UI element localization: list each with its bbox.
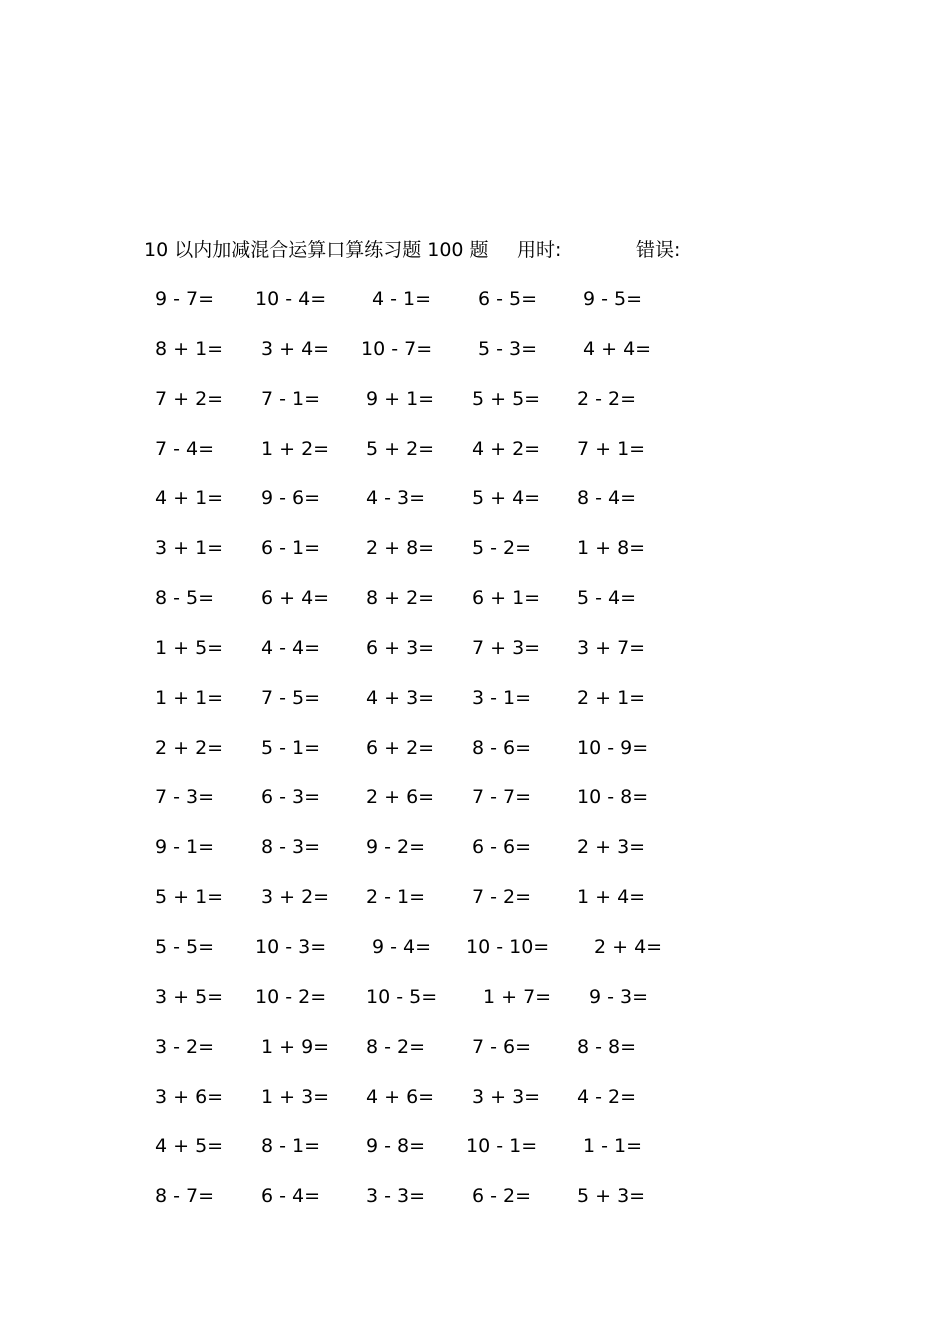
problem-row bbox=[0, 534, 950, 584]
problem-item: 6 + 4= bbox=[261, 587, 330, 610]
problem-item: 7 - 3= bbox=[155, 786, 215, 809]
problem-item: 9 - 6= bbox=[261, 487, 321, 510]
problem-item: 4 + 4= bbox=[583, 337, 652, 360]
problem-item: 5 + 2= bbox=[366, 437, 435, 460]
problem-item: 6 - 3= bbox=[261, 786, 321, 809]
problem-item: 1 + 4= bbox=[577, 886, 646, 909]
problem-item: 1 - 1= bbox=[583, 1135, 643, 1158]
problem-row bbox=[0, 385, 950, 435]
problem-row bbox=[0, 783, 950, 833]
problem-item: 1 + 8= bbox=[577, 537, 646, 560]
worksheet-title: 10 以内加减混合运算口算练习题 100 题 bbox=[144, 239, 489, 261]
problem-row bbox=[0, 1182, 950, 1232]
problem-row bbox=[0, 1132, 950, 1182]
problem-item: 2 + 6= bbox=[366, 786, 435, 809]
problem-item: 4 - 3= bbox=[366, 487, 426, 510]
problem-item: 8 - 1= bbox=[261, 1135, 321, 1158]
problem-item: 6 + 3= bbox=[366, 636, 435, 659]
problem-item: 8 - 2= bbox=[366, 1035, 426, 1058]
error-label: 错误: bbox=[636, 239, 681, 261]
problem-item: 3 + 4= bbox=[261, 337, 330, 360]
problem-item: 4 - 2= bbox=[577, 1085, 637, 1108]
problem-item: 4 - 1= bbox=[372, 288, 432, 310]
problem-item: 8 - 3= bbox=[261, 836, 321, 859]
problem-item: 8 - 4= bbox=[577, 487, 637, 510]
problem-item: 1 + 7= bbox=[483, 985, 552, 1008]
problem-item: 8 - 6= bbox=[472, 736, 532, 759]
problem-item: 3 + 2= bbox=[261, 886, 330, 909]
problem-item: 1 + 1= bbox=[155, 686, 224, 709]
problem-row bbox=[0, 1033, 950, 1083]
problem-item: 8 - 5= bbox=[155, 587, 215, 610]
problem-row bbox=[0, 634, 950, 684]
problem-item: 8 + 1= bbox=[155, 337, 224, 360]
problem-item: 1 + 3= bbox=[261, 1085, 330, 1108]
problem-item: 6 + 2= bbox=[366, 736, 435, 759]
problem-item: 3 + 5= bbox=[155, 985, 224, 1008]
problem-item: 1 + 5= bbox=[155, 636, 224, 659]
problem-item: 9 - 5= bbox=[583, 288, 643, 310]
problem-item: 5 - 4= bbox=[577, 587, 637, 610]
problem-item: 10 - 7= bbox=[361, 337, 433, 360]
problem-item: 6 - 1= bbox=[261, 537, 321, 560]
problem-item: 7 - 1= bbox=[261, 387, 321, 410]
worksheet-header bbox=[144, 236, 744, 264]
problem-item: 10 - 5= bbox=[366, 985, 438, 1008]
problem-item: 6 - 5= bbox=[478, 288, 538, 310]
problem-row bbox=[0, 285, 950, 335]
problem-item: 4 + 1= bbox=[155, 487, 224, 510]
problem-item: 2 + 3= bbox=[577, 836, 646, 859]
problem-item: 7 - 6= bbox=[472, 1035, 532, 1058]
problem-item: 5 + 1= bbox=[155, 886, 224, 909]
problem-item: 7 - 5= bbox=[261, 686, 321, 709]
problem-item: 2 + 4= bbox=[594, 935, 663, 958]
problem-item: 4 + 3= bbox=[366, 686, 435, 709]
problem-item: 3 - 2= bbox=[155, 1035, 215, 1058]
problem-item: 3 + 6= bbox=[155, 1085, 224, 1108]
problem-item: 6 - 4= bbox=[261, 1185, 321, 1208]
problem-item: 10 - 1= bbox=[466, 1135, 538, 1158]
problem-item: 9 - 4= bbox=[372, 935, 432, 958]
problem-item: 9 - 2= bbox=[366, 836, 426, 859]
problem-item: 5 + 5= bbox=[472, 387, 541, 410]
problem-item: 3 + 1= bbox=[155, 537, 224, 560]
problem-item: 5 + 3= bbox=[577, 1185, 646, 1208]
problem-row bbox=[0, 335, 950, 385]
problem-item: 1 + 2= bbox=[261, 437, 330, 460]
problem-item: 2 + 8= bbox=[366, 537, 435, 560]
problem-item: 8 - 8= bbox=[577, 1035, 637, 1058]
problem-item: 5 - 1= bbox=[261, 736, 321, 759]
problem-item: 9 - 1= bbox=[155, 836, 215, 859]
problem-item: 9 + 1= bbox=[366, 387, 435, 410]
problem-item: 7 + 3= bbox=[472, 636, 541, 659]
problem-item: 10 - 8= bbox=[577, 786, 649, 809]
problem-item: 7 - 7= bbox=[472, 786, 532, 809]
problem-row bbox=[0, 1083, 950, 1133]
problem-item: 10 - 9= bbox=[577, 736, 649, 759]
problem-item: 1 + 9= bbox=[261, 1035, 330, 1058]
problem-item: 10 - 10= bbox=[466, 935, 550, 958]
problem-row bbox=[0, 833, 950, 883]
problem-item: 10 - 4= bbox=[255, 288, 327, 310]
problem-row bbox=[0, 684, 950, 734]
problem-row bbox=[0, 584, 950, 634]
problem-item: 5 - 2= bbox=[472, 537, 532, 560]
problem-item: 2 + 2= bbox=[155, 736, 224, 759]
problem-row bbox=[0, 883, 950, 933]
problem-item: 3 + 7= bbox=[577, 636, 646, 659]
problem-grid bbox=[0, 285, 950, 1232]
problem-row bbox=[0, 734, 950, 784]
problem-item: 6 - 6= bbox=[472, 836, 532, 859]
problem-item: 6 - 2= bbox=[472, 1185, 532, 1208]
problem-row bbox=[0, 933, 950, 983]
problem-item: 4 + 6= bbox=[366, 1085, 435, 1108]
problem-item: 4 + 5= bbox=[155, 1135, 224, 1158]
problem-item: 2 - 2= bbox=[577, 387, 637, 410]
problem-item: 9 - 8= bbox=[366, 1135, 426, 1158]
problem-item: 3 - 3= bbox=[366, 1185, 426, 1208]
problem-item: 8 + 2= bbox=[366, 587, 435, 610]
problem-item: 3 - 1= bbox=[472, 686, 532, 709]
problem-item: 7 + 2= bbox=[155, 387, 224, 410]
problem-item: 8 - 7= bbox=[155, 1185, 215, 1208]
problem-item: 7 + 1= bbox=[577, 437, 646, 460]
time-label: 用时: bbox=[517, 239, 562, 261]
problem-item: 3 + 3= bbox=[472, 1085, 541, 1108]
problem-item: 6 + 1= bbox=[472, 587, 541, 610]
problem-row bbox=[0, 484, 950, 534]
problem-item: 5 - 3= bbox=[478, 337, 538, 360]
problem-item: 10 - 2= bbox=[255, 985, 327, 1008]
problem-item: 4 - 4= bbox=[261, 636, 321, 659]
problem-item: 7 - 4= bbox=[155, 437, 215, 460]
problem-item: 9 - 7= bbox=[155, 288, 215, 310]
problem-item: 5 - 5= bbox=[155, 935, 215, 958]
problem-row bbox=[0, 435, 950, 485]
problem-item: 5 + 4= bbox=[472, 487, 541, 510]
problem-item: 4 + 2= bbox=[472, 437, 541, 460]
problem-row bbox=[0, 983, 950, 1033]
problem-item: 10 - 3= bbox=[255, 935, 327, 958]
problem-item: 7 - 2= bbox=[472, 886, 532, 909]
problem-item: 2 - 1= bbox=[366, 886, 426, 909]
problem-item: 9 - 3= bbox=[589, 985, 649, 1008]
problem-item: 2 + 1= bbox=[577, 686, 646, 709]
